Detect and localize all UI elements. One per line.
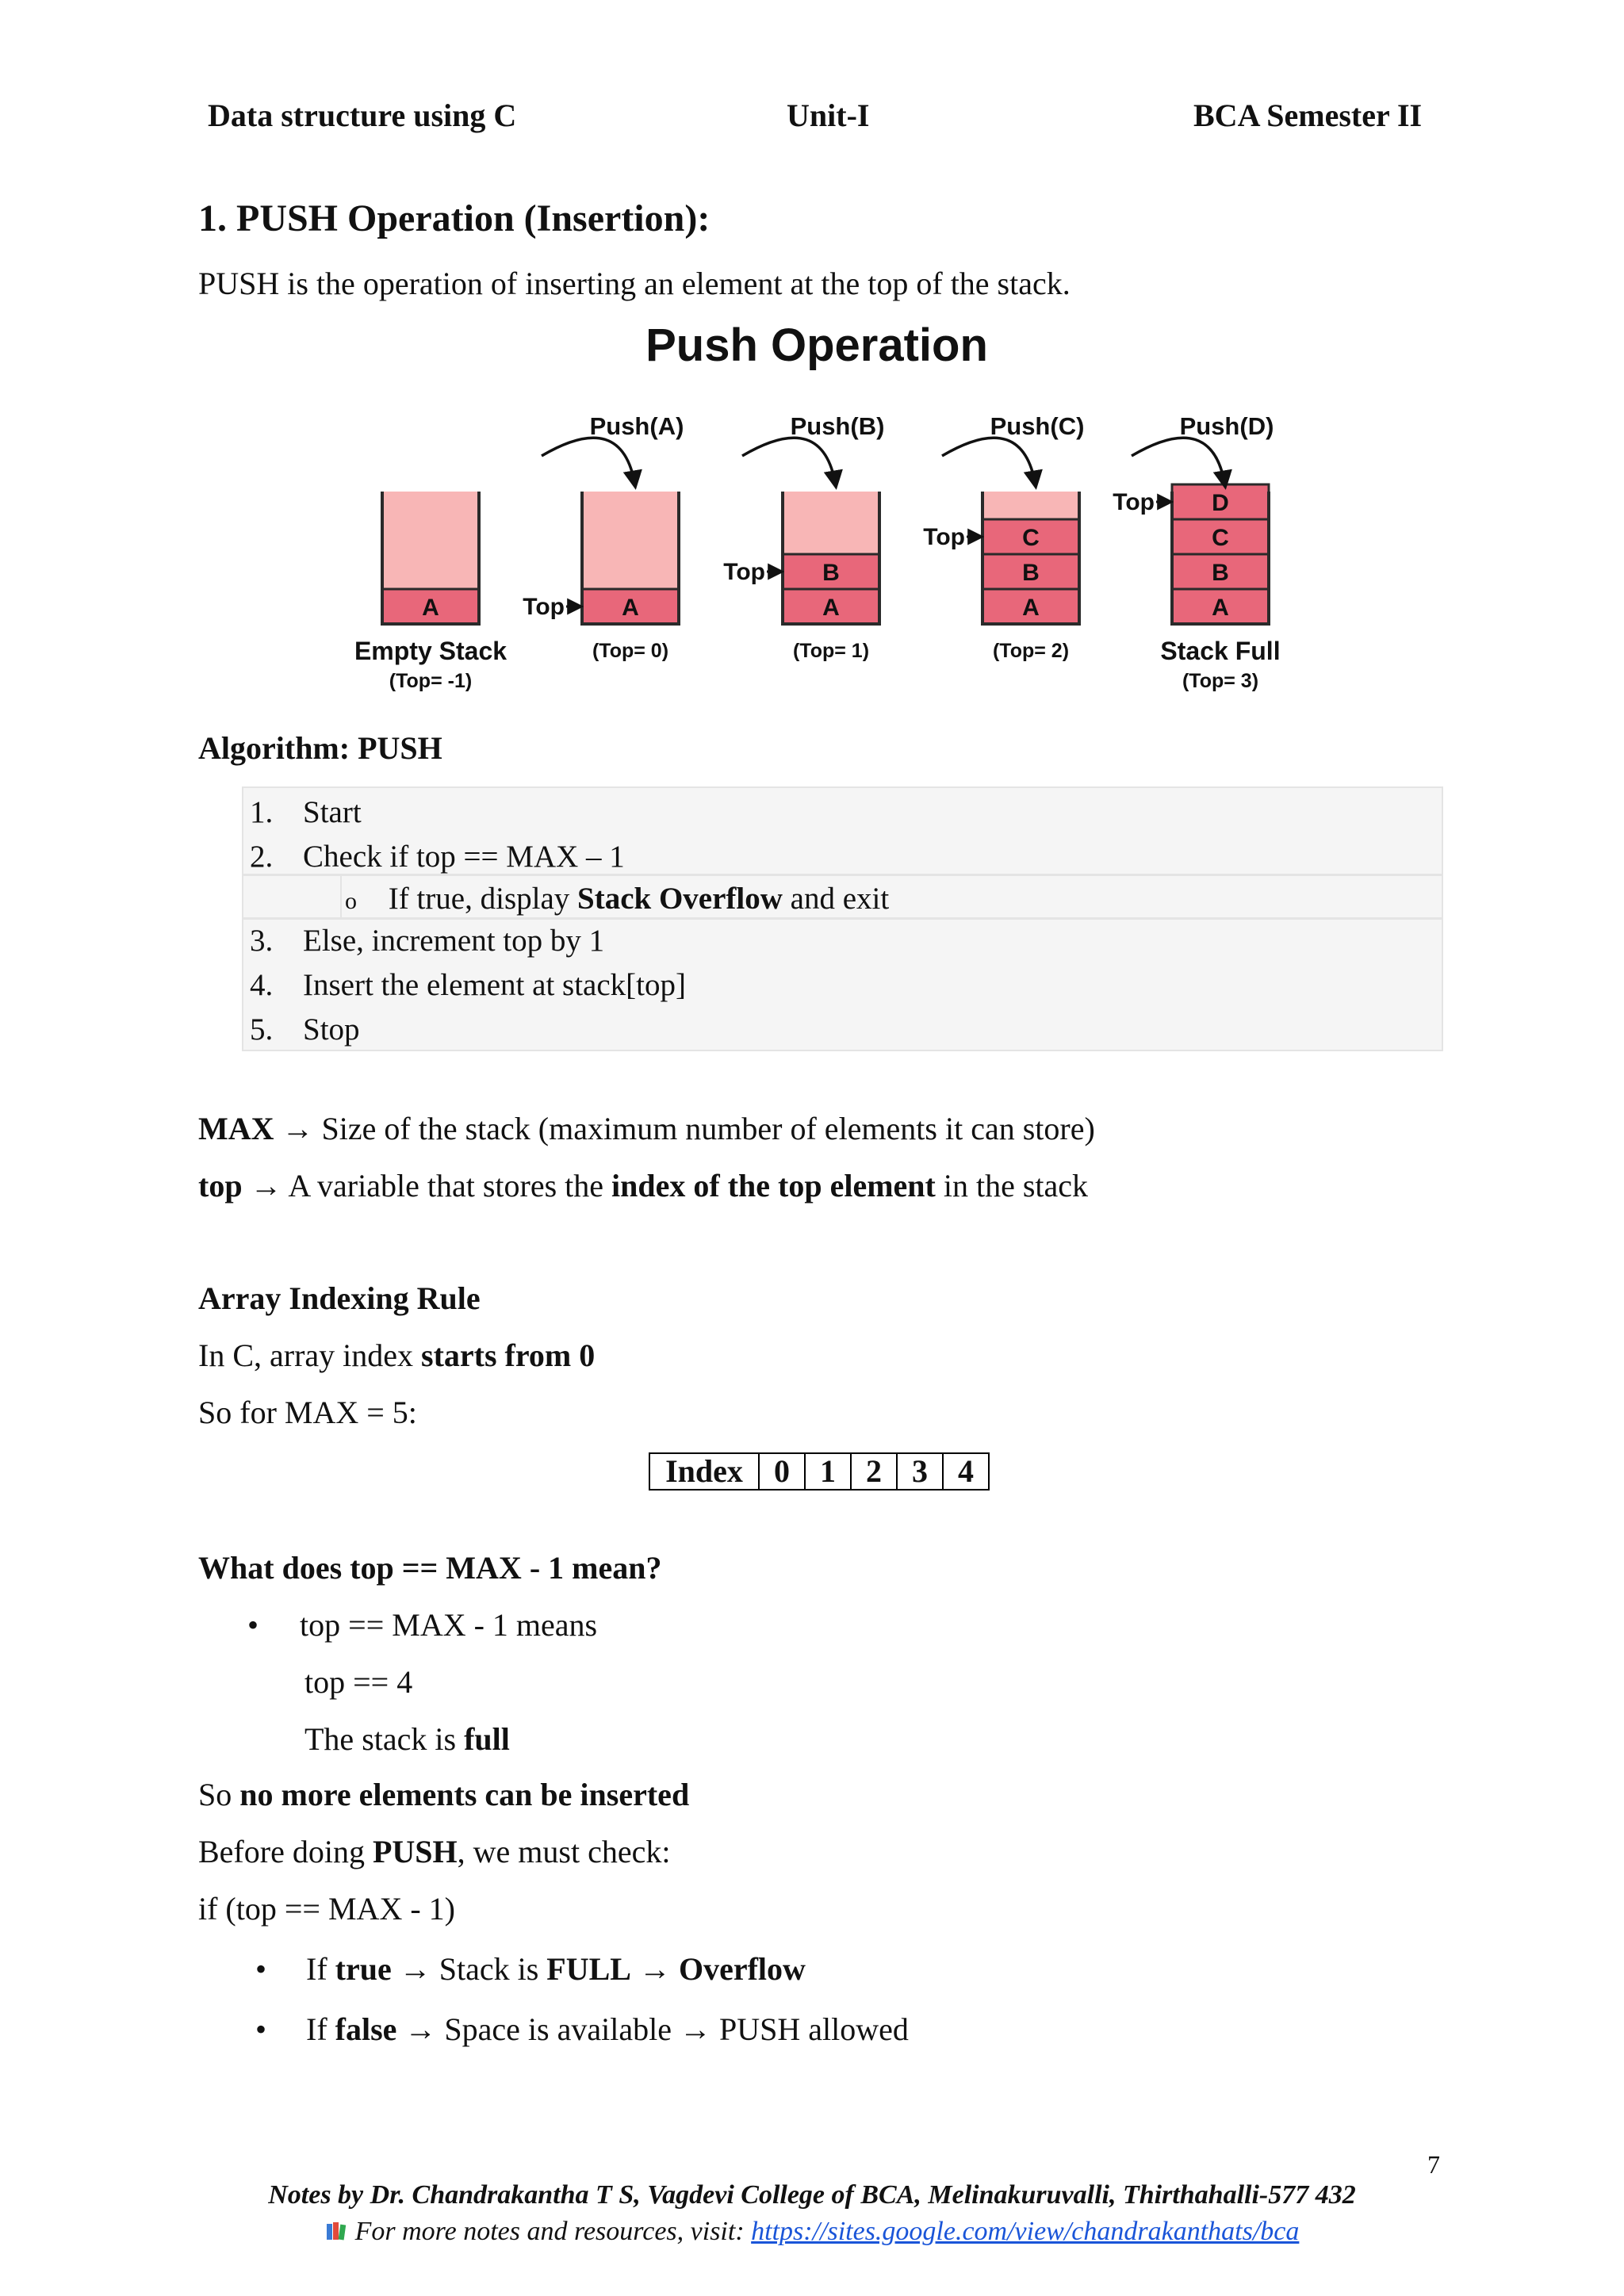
sub-text-pre: If true, display: [388, 882, 578, 916]
indexing-line1: [198, 1337, 595, 1375]
stack-subcaption: (Top= 2): [992, 640, 1070, 662]
index-cell-0: 0: [759, 1453, 805, 1490]
before-bold: PUSH: [372, 1834, 458, 1869]
before-post: , we must check:: [457, 1834, 671, 1869]
b1-bold3: Overflow: [678, 1951, 806, 1987]
index-table: [649, 1452, 990, 1490]
page-number: 7: [1427, 2150, 1440, 2179]
index-cell-1: 1: [805, 1453, 851, 1490]
push-label: Push(B): [790, 412, 885, 440]
max-definition: [198, 1110, 1095, 1148]
b1-arrow: →: [630, 1951, 679, 1987]
stack-cell-label: C: [1022, 525, 1040, 551]
header-right: BCA Semester II: [1193, 98, 1423, 133]
stack-cell-label: A: [1022, 595, 1040, 621]
stack-subcaption: (Top= 1): [792, 640, 870, 662]
push-arrow: [542, 438, 635, 486]
sub-text-bold: Stack Overflow: [577, 882, 783, 916]
stack-cell-label: D: [1212, 490, 1229, 516]
diagram-title: Push Operation: [645, 320, 988, 371]
meaning-title: What does top == MAX - 1 mean?: [198, 1550, 662, 1586]
b1-bold1: true: [335, 1951, 392, 1987]
bullet-dot: •: [255, 2011, 267, 2047]
top-pointer-label: Top: [723, 559, 765, 585]
code-line: if (top == MAX - 1): [198, 1891, 455, 1927]
header-center: Unit-I: [787, 98, 870, 133]
algorithm-box-2: [242, 918, 1443, 1051]
bullet-dot: •: [255, 1951, 267, 1987]
step-1-text: Start: [303, 795, 362, 829]
footer-visit-text: For more notes and resources, visit:: [354, 2217, 752, 2246]
meaning-bullet-1: [247, 1606, 597, 1644]
meaning-bullet-text: top == MAX - 1 means: [300, 1607, 598, 1643]
footer-resources: [0, 2217, 1624, 2247]
stack-cell-label: C: [1212, 525, 1229, 551]
push-operation-diagram: [341, 313, 1332, 718]
stack-caption: Empty Stack: [354, 637, 508, 665]
indexing-line1-pre: In C, array index: [198, 1337, 422, 1373]
top-post: in the stack: [935, 1168, 1089, 1203]
meaning-line3-pre: The stack is: [304, 1721, 465, 1757]
bullet-dot: •: [247, 1607, 259, 1643]
sub-text-post: and exit: [782, 882, 890, 916]
condition-true: [255, 1950, 806, 1988]
algorithm-box-1: [242, 786, 1443, 875]
stack-cell-label: A: [822, 595, 840, 621]
index-cell-4: 4: [943, 1453, 989, 1490]
so-bold: no more elements can be inserted: [239, 1777, 690, 1812]
b2-post: → Space is available → PUSH allowed: [396, 2011, 909, 2047]
top-pre: → A variable that stores the: [242, 1168, 612, 1203]
push-arrow: [942, 438, 1036, 486]
push-arrow: [742, 438, 836, 486]
stack-cell-label: A: [1212, 595, 1229, 621]
footer-credit: Notes by Dr. Chandrakantha T S, Vagdevi College of BCA, Melinakuruvalli, Thirthahalli-577 432: [268, 2180, 1356, 2210]
meaning-line3-bold: full: [464, 1721, 510, 1757]
index-cell-3: 3: [897, 1453, 943, 1490]
push-label: Push(C): [990, 412, 1085, 440]
intro-text: PUSH is the operation of inserting an element at the top of the stack.: [198, 266, 1071, 301]
algorithm-title: Algorithm: PUSH: [198, 730, 442, 766]
max-text: → Size of the stack (maximum number of elements it can store): [274, 1111, 1095, 1146]
step-3-text: Else, increment top by 1: [303, 924, 605, 958]
header-left: Data structure using C: [208, 98, 517, 133]
b2-pre: If: [306, 2011, 335, 2047]
step-3-num: 3.: [250, 924, 274, 958]
stack-cell-label: A: [622, 595, 639, 621]
stack-subcaption: (Top= -1): [389, 670, 473, 692]
stack-cell-label: B: [1022, 560, 1040, 586]
top-pointer-label: Top: [1113, 489, 1155, 515]
so-line: [198, 1776, 689, 1814]
step-1-num: 1.: [250, 795, 274, 829]
condition-false: [255, 2011, 909, 2049]
indexing-line2: So for MAX = 5:: [198, 1395, 417, 1430]
index-header-cell: Index: [649, 1453, 759, 1490]
b1-mid: → Stack is: [391, 1951, 547, 1987]
meaning-line3: [304, 1720, 510, 1758]
max-term: MAX: [198, 1111, 274, 1146]
stack-caption: Stack Full: [1160, 637, 1281, 665]
top-bold: index of the top element: [611, 1168, 936, 1203]
before-line: [198, 1833, 670, 1871]
section-title: 1. PUSH Operation (Insertion):: [198, 197, 710, 239]
stack-cell-label: A: [422, 595, 439, 621]
stack-subcaption: (Top= 3): [1182, 670, 1259, 692]
before-pre: Before doing: [198, 1834, 373, 1869]
stack-cell-label: B: [1212, 560, 1229, 586]
step-2-num: 2.: [250, 840, 274, 874]
index-cell-2: 2: [851, 1453, 897, 1490]
sub-bullet: o: [345, 888, 357, 914]
algorithm-box-sub: [242, 874, 1443, 919]
index-table-row: [649, 1453, 989, 1490]
top-pointer-label: Top: [923, 524, 965, 550]
push-arrow: [1132, 438, 1225, 486]
so-pre: So: [198, 1777, 240, 1812]
top-pointer-label: Top: [523, 594, 565, 620]
meaning-line2: top == 4: [304, 1664, 413, 1700]
step-4-text: Insert the element at stack[top]: [303, 968, 686, 1002]
indexing-title: Array Indexing Rule: [198, 1280, 481, 1316]
step-2-text: Check if top == MAX – 1: [303, 840, 625, 874]
top-term: top: [198, 1168, 243, 1203]
stack-subcaption: (Top= 0): [592, 640, 669, 662]
stack-cell-label: B: [822, 560, 840, 586]
push-label: Push(A): [589, 412, 684, 440]
top-definition: [198, 1167, 1088, 1205]
step-4-num: 4.: [250, 968, 274, 1002]
resources-link[interactable]: https://sites.google.com/view/chandrakanthats/bca: [751, 2217, 1300, 2246]
b1-pre: If: [306, 1951, 335, 1987]
b2-bold: false: [335, 2011, 397, 2047]
step-5-text: Stop: [303, 1012, 360, 1047]
b1-bold2: FULL: [546, 1951, 631, 1987]
indexing-line1-bold: starts from 0: [421, 1337, 596, 1373]
books-icon: [325, 2218, 349, 2239]
push-label: Push(D): [1179, 412, 1274, 440]
step-5-num: 5.: [250, 1012, 274, 1047]
